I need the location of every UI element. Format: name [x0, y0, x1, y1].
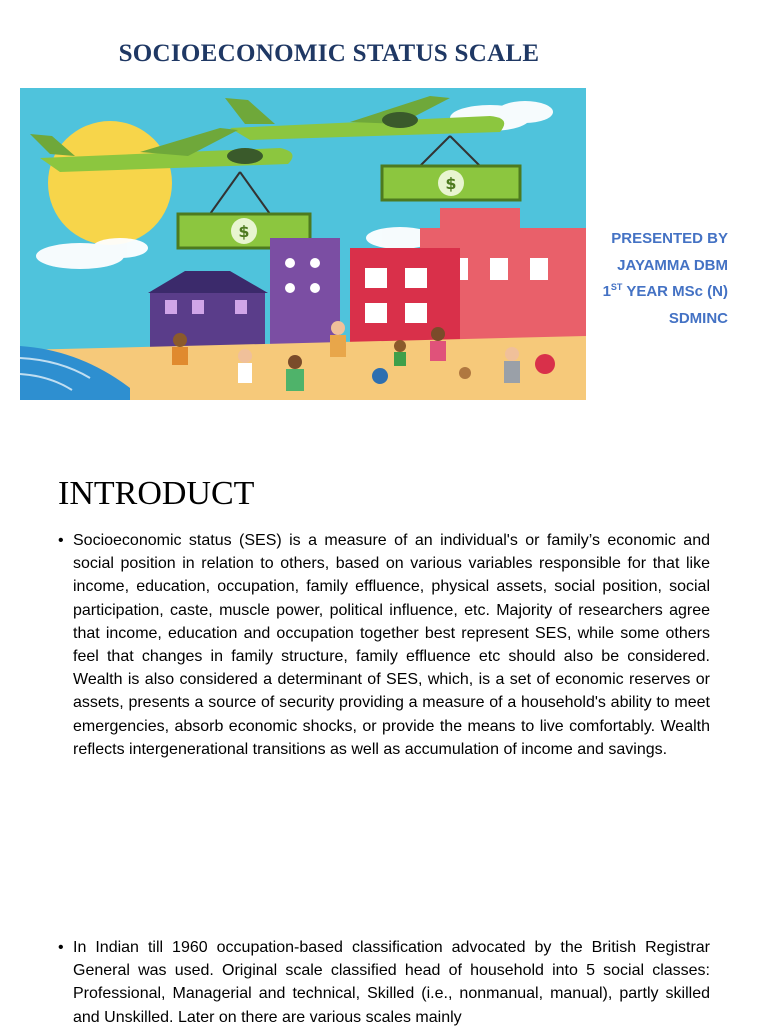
- building-purple: [270, 238, 340, 348]
- bullet-dot: •: [58, 532, 64, 549]
- course-year-suffix: ST: [610, 282, 623, 292]
- bullet-dot: •: [58, 939, 64, 956]
- presenter-institution: SDMINC: [668, 309, 728, 327]
- course-year-number: 1: [602, 283, 611, 300]
- presenter-course: [560, 279, 728, 306]
- course-name: YEAR MSc (N): [622, 283, 728, 300]
- svg-text:$: $: [238, 222, 250, 241]
- money-city-illustration: [20, 88, 586, 400]
- bullet-text: In Indian till 1960 occupation-based classification advocated by the British Registrar General was used. Original scale classified head of household into 5 social classes: Professional, Managerial and technical, Skilled (i.e., nonmanual, manual), partly skilled and Unskilled. Later on there are various scales mainly: [73, 939, 710, 1026]
- presented-by-label: PRESENTED BY: [611, 230, 728, 247]
- sun: [48, 121, 172, 245]
- bullet-text: Socioeconomic status (SES) is a measure of an individual's or family’s economic and social position in relation to others, based on various variables responsible for that like income, education, occupation, family effluence, physical assets, social position, social participation, caste, muscle power, political influence, etc. Majority of researchers agree that income, education and occupation together best represent SES, while some others feel that changes in family structure, family effluence etc should also be considered. Wealth is also considered a determinant of SES, which, is a set of economic reserves or assets, presents a source of security providing a measure of a household's ability to meet emergencies, absorb economic shocks, or provide the means to live comfortably. Wealth reflects intergenerational transitions as well as accumulation of income and savings.: [73, 532, 710, 758]
- presenter-info: [560, 226, 768, 332]
- section-heading: INTRODUCT: [58, 475, 255, 512]
- building-dark: [148, 271, 268, 351]
- svg-text:$: $: [445, 174, 457, 193]
- slide-title: SOCIOECONOMIC STATUS SCALE: [118, 40, 540, 67]
- bullet-item: [58, 936, 710, 1029]
- bullet-item: [58, 529, 710, 761]
- presenter-name: JAYAMMA DBM: [617, 256, 728, 274]
